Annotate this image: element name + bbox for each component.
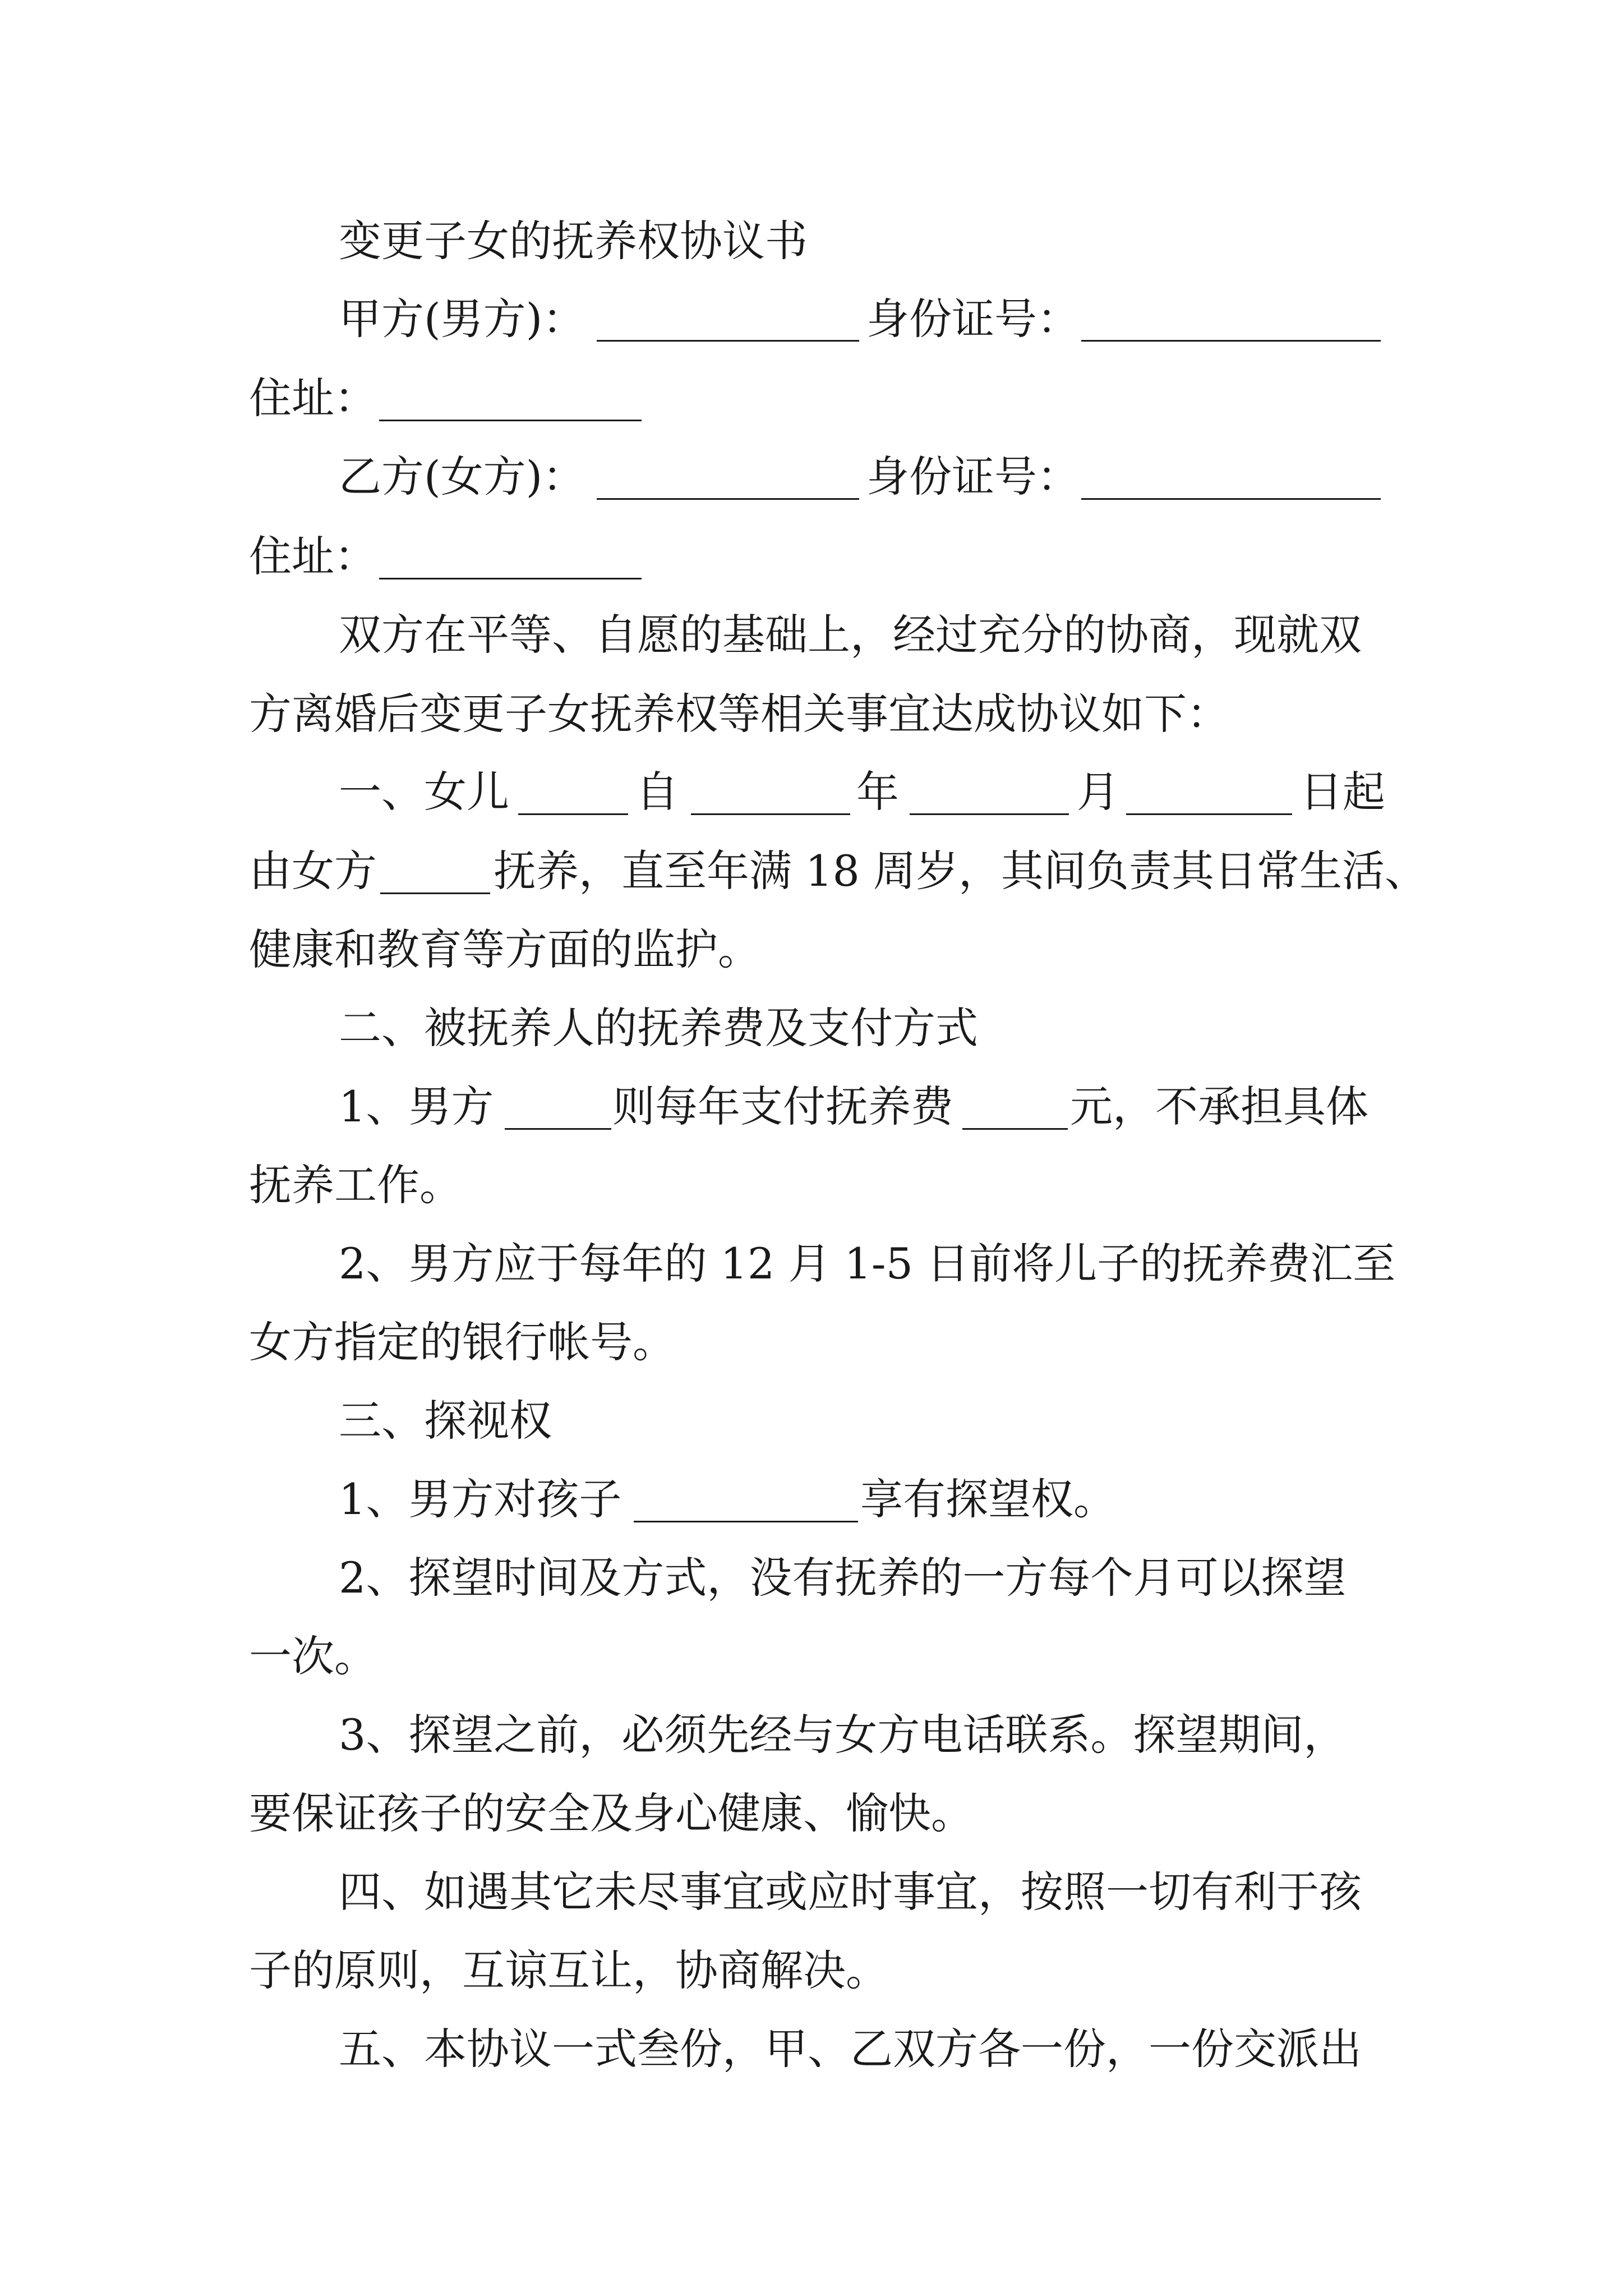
clause4-text-2: 子的原则，互谅互让，协商解决。 bbox=[249, 1945, 888, 1995]
party-b-id-line bbox=[866, 443, 1080, 510]
party-b-name-field[interactable] bbox=[597, 466, 859, 500]
clause5-line-1 bbox=[339, 2016, 1362, 2083]
clause2-item1-b bbox=[612, 1073, 953, 1140]
clause3-item2-text-a: 2、探望时间及方式，没有抚养的一方每个月可以探望 bbox=[339, 1553, 1347, 1603]
clause2-item1-a bbox=[339, 1073, 494, 1140]
clause1-part-d bbox=[1077, 758, 1119, 826]
clause1-text-h: 健康和教育等方面的监护。 bbox=[249, 924, 760, 974]
start-day-field[interactable] bbox=[1126, 781, 1292, 815]
clause3-item1-b bbox=[860, 1466, 1116, 1533]
party-a-id-line bbox=[866, 286, 1080, 353]
clause3-heading-text: 三、探视权 bbox=[339, 1396, 552, 1446]
document-title bbox=[339, 208, 808, 275]
clause4-line-1 bbox=[339, 1858, 1362, 1926]
clause1-part-c bbox=[856, 758, 899, 826]
clause1-text-g: 抚养，直至年满 18 周岁，其间负责其日常生活、 bbox=[494, 846, 1428, 896]
daughter-name-field[interactable] bbox=[518, 781, 628, 815]
clause3-item1-text-a: 1、男方对孩子 bbox=[339, 1474, 622, 1524]
clause2-item1-text-b: 则每年支付抚养费 bbox=[612, 1082, 953, 1131]
start-year-field[interactable] bbox=[691, 781, 850, 815]
party-b-id-field[interactable] bbox=[1081, 466, 1381, 500]
start-month-field[interactable] bbox=[910, 781, 1069, 815]
clause2-item2-b bbox=[249, 1309, 675, 1376]
party-a-label: 甲方(男方)： bbox=[339, 294, 585, 344]
clause3-item2-text-b: 一次。 bbox=[249, 1631, 377, 1681]
party-b-line bbox=[339, 443, 585, 510]
clause2-item1-c bbox=[1070, 1073, 1368, 1140]
party-a-address-label: 住址： bbox=[249, 373, 377, 423]
party-b-id-label: 身份证号： bbox=[866, 452, 1080, 501]
clause1-text-e: 日起 bbox=[1300, 767, 1385, 817]
clause5-text-1: 五、本协议一式叁份，甲、乙双方各一份，一份交派出 bbox=[339, 2024, 1362, 2074]
clause1-text-a: 一、女儿 bbox=[339, 767, 509, 817]
clause3-heading bbox=[339, 1387, 552, 1455]
party-a-id-label: 身份证号： bbox=[866, 294, 1080, 344]
clause3-item1-text-b: 享有探望权。 bbox=[860, 1474, 1116, 1524]
clause2-item1-text-c: 元，不承担具体 bbox=[1070, 1082, 1368, 1131]
clause2-item1-text-a: 1、男方 bbox=[339, 1082, 494, 1131]
clause2-item1-text-d: 抚养工作。 bbox=[249, 1160, 462, 1210]
intro-line-1 bbox=[339, 601, 1362, 669]
party-a-address-line bbox=[249, 365, 377, 432]
clause1-part-a bbox=[339, 758, 509, 826]
clause1-text-c: 年 bbox=[856, 767, 899, 817]
party-b-address-label: 住址： bbox=[249, 531, 377, 581]
party-b-address-line bbox=[249, 523, 377, 590]
clause1-part-e bbox=[1300, 758, 1385, 826]
clause2-item1-d bbox=[249, 1152, 462, 1219]
clause3-item3-b bbox=[249, 1780, 974, 1847]
party-a-line bbox=[339, 286, 585, 353]
clause2-item2-text-a: 2、男方应于每年的 12 月 1-5 日前将儿子的抚养费汇至 bbox=[339, 1239, 1396, 1289]
child-name-field[interactable] bbox=[634, 1488, 858, 1522]
clause1-part-h bbox=[249, 916, 760, 983]
intro-line-2 bbox=[249, 680, 1229, 748]
clause1-text-b: 自 bbox=[636, 767, 679, 817]
clause1-part-g bbox=[494, 838, 1427, 905]
clause2-heading-text: 二、被抚养人的抚养费及支付方式 bbox=[339, 1003, 978, 1053]
party-a-id-field[interactable] bbox=[1081, 307, 1381, 342]
clause3-item1-a bbox=[339, 1466, 621, 1533]
clause2-item2-a bbox=[339, 1230, 1395, 1297]
clause3-item3-text-b: 要保证孩子的安全及身心健康、愉快。 bbox=[249, 1788, 974, 1838]
party-a-name-field[interactable] bbox=[597, 307, 859, 342]
clause3-item3-text-a: 3、探望之前，必须先经与女方电话联系。探望期间， bbox=[339, 1710, 1347, 1760]
clause1-text-f: 由女方 bbox=[249, 846, 377, 896]
intro-text-2: 方离婚后变更子女抚养权等相关事宜达成协议如下： bbox=[249, 689, 1229, 739]
custodian-field[interactable] bbox=[380, 860, 490, 894]
support-amount-field[interactable] bbox=[962, 1096, 1068, 1130]
clause3-item2-a bbox=[339, 1544, 1346, 1612]
clause1-part-b bbox=[636, 758, 679, 826]
party-b-label: 乙方(女方)： bbox=[339, 452, 585, 501]
clause4-line-2 bbox=[249, 1937, 888, 2004]
clause1-text-d: 月 bbox=[1077, 767, 1119, 817]
party-a-address-field[interactable] bbox=[379, 387, 642, 421]
intro-text-1: 双方在平等、自愿的基础上，经过充分的协商，现就双 bbox=[339, 610, 1362, 660]
clause2-item2-text-b: 女方指定的银行帐号。 bbox=[249, 1317, 675, 1367]
party-b-address-field[interactable] bbox=[379, 545, 642, 579]
father-field[interactable] bbox=[505, 1096, 611, 1130]
title-text: 变更子女的抚养权协议书 bbox=[339, 216, 808, 266]
clause2-heading bbox=[339, 995, 978, 1062]
clause3-item2-b bbox=[249, 1623, 377, 1690]
clause1-part-f bbox=[249, 838, 377, 905]
clause4-text-1: 四、如遇其它未尽事宜或应时事宜，按照一切有利于孩 bbox=[339, 1867, 1362, 1917]
clause3-item3-a bbox=[339, 1701, 1346, 1769]
